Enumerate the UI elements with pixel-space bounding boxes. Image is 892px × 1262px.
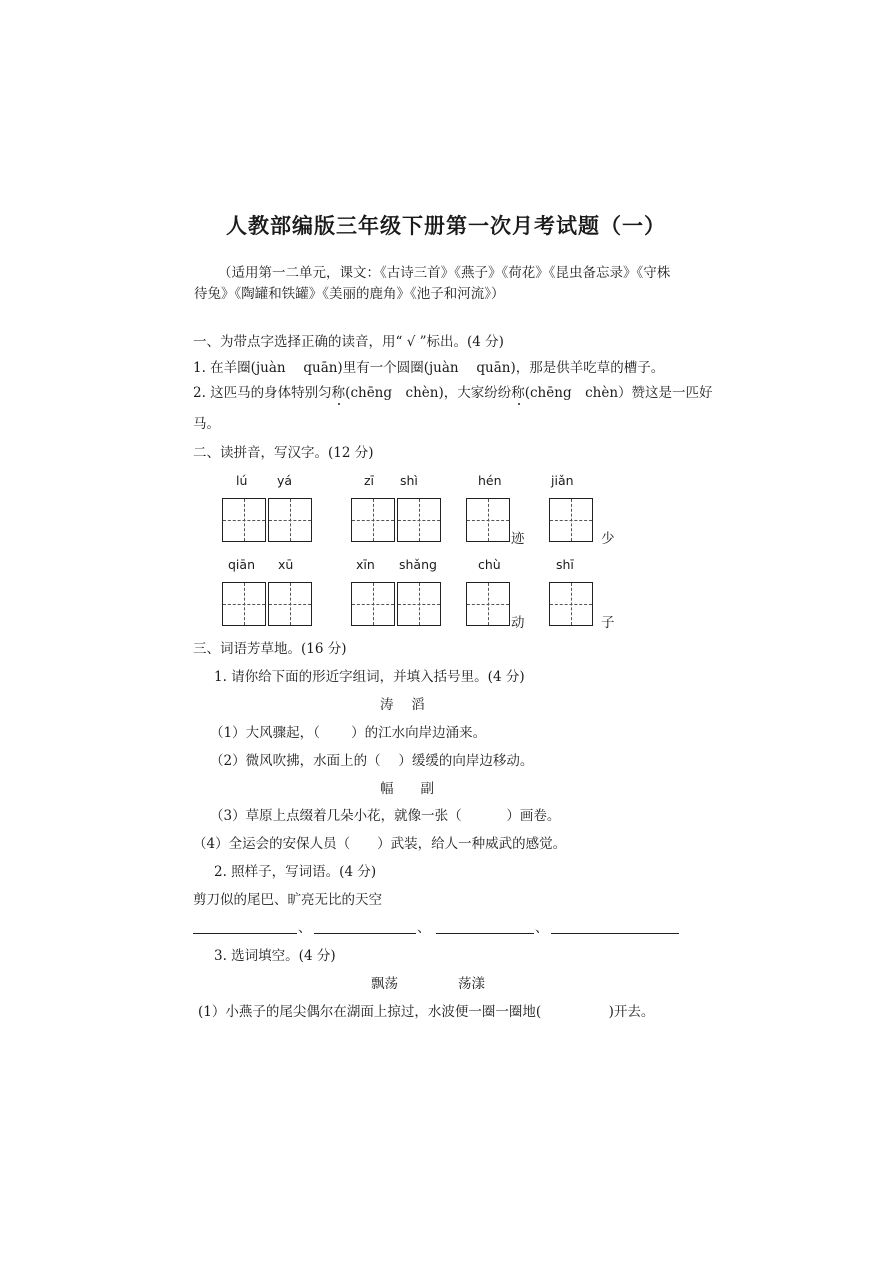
- pinyin: shì: [400, 473, 418, 488]
- pinyin: hén: [478, 473, 502, 488]
- pinyin: yá: [277, 473, 293, 488]
- pinyin: xū: [278, 557, 294, 572]
- fill-item-2: （2）微风吹拂，水面上的（ ）缓缓的向岸边移动。: [210, 753, 534, 769]
- scope-line-2: 待兔》《陶罐和铁罐》《美丽的鹿角》《池子和河流》）: [194, 286, 505, 302]
- dotted-char-1: 称: [331, 385, 346, 401]
- suffix-char: 动: [511, 615, 525, 631]
- writing-grid[interactable]: [466, 582, 510, 626]
- answer-line[interactable]: [436, 933, 534, 934]
- pinyin: xīn: [356, 557, 375, 572]
- pinyin: lú: [236, 473, 248, 488]
- section-3-sub3: 3. 选词填空。(4 分): [214, 948, 336, 964]
- suffix-char: 子: [601, 615, 615, 631]
- section-1-q2-cont: 马。: [193, 416, 220, 432]
- example-phrase: 剪刀似的尾巴、旷亮无比的天空: [193, 892, 382, 908]
- section-3-sub1: 1. 请你给下面的形近字组词，并填入括号里。(4 分): [214, 669, 525, 685]
- pinyin: jiǎn: [551, 473, 574, 488]
- writing-grid[interactable]: [549, 498, 593, 542]
- answer-line[interactable]: [193, 933, 297, 934]
- section-1-q2: 2. 这匹马的身体特别匀称(chēng chèn)，大家纷纷称(chēng chèn）赞这是一匹好: [193, 385, 713, 401]
- writing-grid[interactable]: [222, 498, 312, 542]
- fill-item-3: （3）草原上点缀着几朵小花，就像一张（ ）画卷。: [210, 808, 561, 824]
- writing-grid[interactable]: [351, 498, 441, 542]
- answer-line[interactable]: [314, 933, 416, 934]
- fill-item-1: （1）大风骤起，（ ）的江水向岸边涌来。: [210, 725, 487, 741]
- pinyin: shǎng: [399, 557, 437, 572]
- section-2-heading: 二、读拼音，写汉字。(12 分): [193, 445, 374, 461]
- section-3-heading: 三、词语芳草地。(16 分): [193, 641, 347, 657]
- word-pair-1: 涛 滔: [380, 697, 425, 713]
- suffix-char: 迹: [511, 531, 525, 547]
- writing-grid[interactable]: [549, 582, 593, 626]
- answer-line[interactable]: [551, 933, 679, 934]
- choice-word-1: 飘荡: [371, 976, 398, 992]
- section-1-q1: 1. 在羊圈(juàn quān)里有一个圆圈(juàn quān)，那是供羊吃草的槽子。: [193, 360, 665, 376]
- section-1-heading: 一、为带点字选择正确的读音，用“ √ ”标出。(4 分): [193, 334, 504, 350]
- separator: 、: [417, 920, 431, 936]
- writing-grid[interactable]: [466, 498, 510, 542]
- pinyin: zī: [364, 473, 375, 488]
- word-pair-2: 幅 副: [380, 781, 434, 797]
- suffix-char: 少: [601, 531, 615, 547]
- scope-line-1: （适用第一二单元，课文：《古诗三首》《燕子》《荷花》《昆虫备忘录》《守株: [218, 265, 671, 281]
- writing-grid[interactable]: [222, 582, 312, 626]
- pinyin: chù: [478, 557, 501, 572]
- choice-word-2: 荡漾: [458, 976, 485, 992]
- pinyin: qiān: [228, 557, 255, 572]
- dotted-char-2: 称: [511, 385, 525, 401]
- separator: 、: [298, 920, 312, 936]
- page-title: 人教部编版三年级下册第一次月考试题（一）: [226, 213, 666, 238]
- fill-item-4: （4）全运会的安保人员（ ）武装，给人一种威武的感觉。: [193, 836, 567, 852]
- section-3-sub2: 2. 照样子，写词语。(4 分): [214, 864, 377, 880]
- writing-grid[interactable]: [351, 582, 441, 626]
- separator: 、: [535, 920, 549, 936]
- pinyin: shī: [556, 557, 574, 572]
- fill-item-5: (1）小燕子的尾尖偶尔在湖面上掠过，水波便一圈一圈地( )开去。: [198, 1004, 655, 1020]
